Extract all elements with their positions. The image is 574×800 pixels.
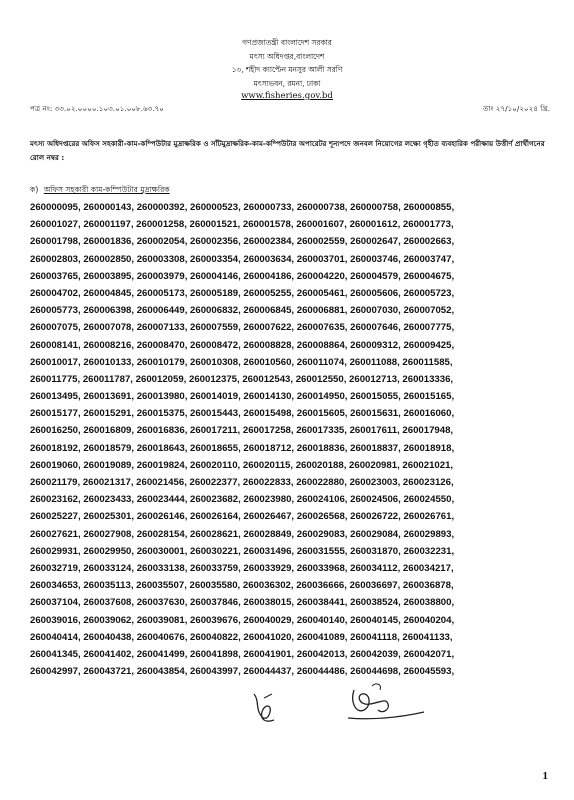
notice-text: মৎস্য অধিদপ্তরের অফিস সহকারী-কাম-কম্পিউটার মুদ্রাক্ষরিক ও সাঁটমুদ্রাক্ষরিক-কাম-কম্পিউটার অপারেটর শূন্যপদে জনবল নিয়োগের লক্ষ্যে গৃহীত ব্যবহারিক পরীক্ষায় উত্তীর্ণ প্রার্থীগনের রোল নম্বর : [30, 139, 545, 162]
roll-row: 260000095, 260000143, 260000392, 260000523, 260000733, 260000738, 260000758, 260000855, [30, 202, 455, 213]
roll-number-list [30, 199, 560, 680]
roll-row: 260002803, 260002850, 260003308, 260003354, 260003634, 260003701, 260003746, 260003747, [30, 253, 455, 265]
roll-row: 260019060, 260019089, 260019824, 260020110, 260020115, 260020188, 260020981, 260021021, [30, 459, 454, 471]
roll-row: 260015177, 260015291, 260015375, 260015443, 260015498, 260015605, 260015631, 260016060, [30, 408, 455, 420]
roll-row: 260001798, 260001836, 260002054, 260002356, 260002384, 260002559, 260002647, 260002663, [30, 236, 455, 248]
roll-row: 260003765, 260003895, 260003979, 260004146, 260004186, 260004220, 260004579, 260004675, [30, 270, 455, 282]
roll-row: 260039016, 260039062, 260039081, 260039676, 260040029, 260040140, 260040145, 260040204, [30, 614, 455, 626]
address-city: মৎস্যভবন, রমনা, ঢাকা [253, 78, 321, 88]
roll-row: 260001027, 260001197, 260001258, 260001521, 260001578, 260001607, 260001612, 260001773, [30, 219, 454, 231]
section-marker: ক) [30, 185, 39, 194]
roll-row: 260016250, 260016809, 260016836, 260017211, 260017258, 260017335, 260017611, 260017948, [30, 425, 454, 437]
roll-row: 260027621, 260027908, 260028154, 260028621, 260028849, 260029083, 260029084, 260029893, [30, 528, 455, 540]
roll-row: 260037104, 260037608, 260037630, 260037846, 260038015, 260038441, 260038524, 260038800, [30, 597, 455, 609]
roll-row: 260011775, 260011787, 260012059, 260012375, 260012543, 260012550, 260012713, 260013336, [30, 373, 454, 385]
memo-number: পত্র নং: ৩৩.০২.০০০০.১০৩.০১.০০৮.৬৩.৭০ [30, 104, 164, 113]
roll-row: 260032719, 260033124, 260033138, 260033759, 260033929, 260033968, 260034112, 260034217, [30, 562, 454, 574]
website-link[interactable]: www.fisheries.gov.bd [241, 91, 333, 101]
memo-date: তাং ২৭/১০/২০২৪ খ্রি. [482, 104, 550, 113]
roll-row: 260013495, 260013691, 260013980, 260014019, 260014130, 260014950, 260015055, 260015165, [30, 391, 455, 403]
roll-row: 260041345, 260041402, 260041499, 260041898, 260041901, 260042013, 260042039, 260042071, [30, 648, 455, 660]
section-title: অফিস সহকারী কাম-কম্পিউটার মুদ্রাক্ষরিক [43, 185, 170, 194]
government-name: গণপ্রজাতন্ত্রী বাংলাদেশ সরকার [242, 38, 332, 47]
roll-row: 260005773, 260006398, 260006449, 260006832, 260006845, 260006881, 260007030, 260007052, [30, 305, 455, 317]
roll-row: 260023162, 260023433, 260023444, 260023682, 260023980, 260024106, 260024506, 260024550, [30, 494, 455, 506]
roll-row: 260021179, 260021317, 260021456, 260022377, 260022833, 260022880, 260023003, 260023126, [30, 477, 454, 488]
roll-row: 260029931, 260029950, 260030001, 260030221, 260031496, 260031555, 260031870, 260032231, [30, 545, 455, 557]
page-number: 1 [542, 770, 548, 782]
roll-row: 260040414, 260040438, 260040676, 260040822, 260041020, 260041089, 260041118, 260041133, [30, 631, 453, 643]
signature-left [250, 690, 280, 724]
roll-row: 260004702, 260004845, 260005173, 260005189, 260005255, 260005461, 260005606, 260005723, [30, 287, 455, 299]
roll-row: 260010017, 260010133, 260010179, 260010308, 260010560, 260011074, 260011088, 260011585, [30, 356, 453, 368]
signature-right [342, 680, 428, 726]
roll-row: 260025227, 260025301, 260026146, 260026164, 260026467, 260026568, 260026722, 260026761, [30, 511, 455, 523]
roll-row: 260008141, 260008216, 260008470, 260008472, 260008828, 260008864, 260009312, 260009425, [30, 339, 455, 351]
section-heading [30, 184, 290, 197]
department-name: মৎস্য অধিদপ্তর,বাংলাদেশ [249, 51, 325, 61]
address-line: ১৩, শহীদ ক্যাপ্টেন মনসুর আলী সরণি [231, 65, 343, 74]
roll-row: 260034653, 260035113, 260035507, 260035580, 260036302, 260036666, 260036697, 260036878, [30, 580, 454, 592]
roll-row: 260018192, 260018579, 260018643, 260018655, 260018712, 260018836, 260018837, 260018918, [30, 442, 455, 454]
memo-row [30, 104, 550, 118]
roll-row: 260007075, 260007078, 260007133, 260007559, 260007622, 260007635, 260007646, 260007775, [30, 322, 455, 334]
letterhead [0, 36, 574, 104]
roll-row: 260042997, 260043721, 260043854, 260043997, 260044437, 260044486, 260044698, 260045593, [30, 666, 455, 678]
